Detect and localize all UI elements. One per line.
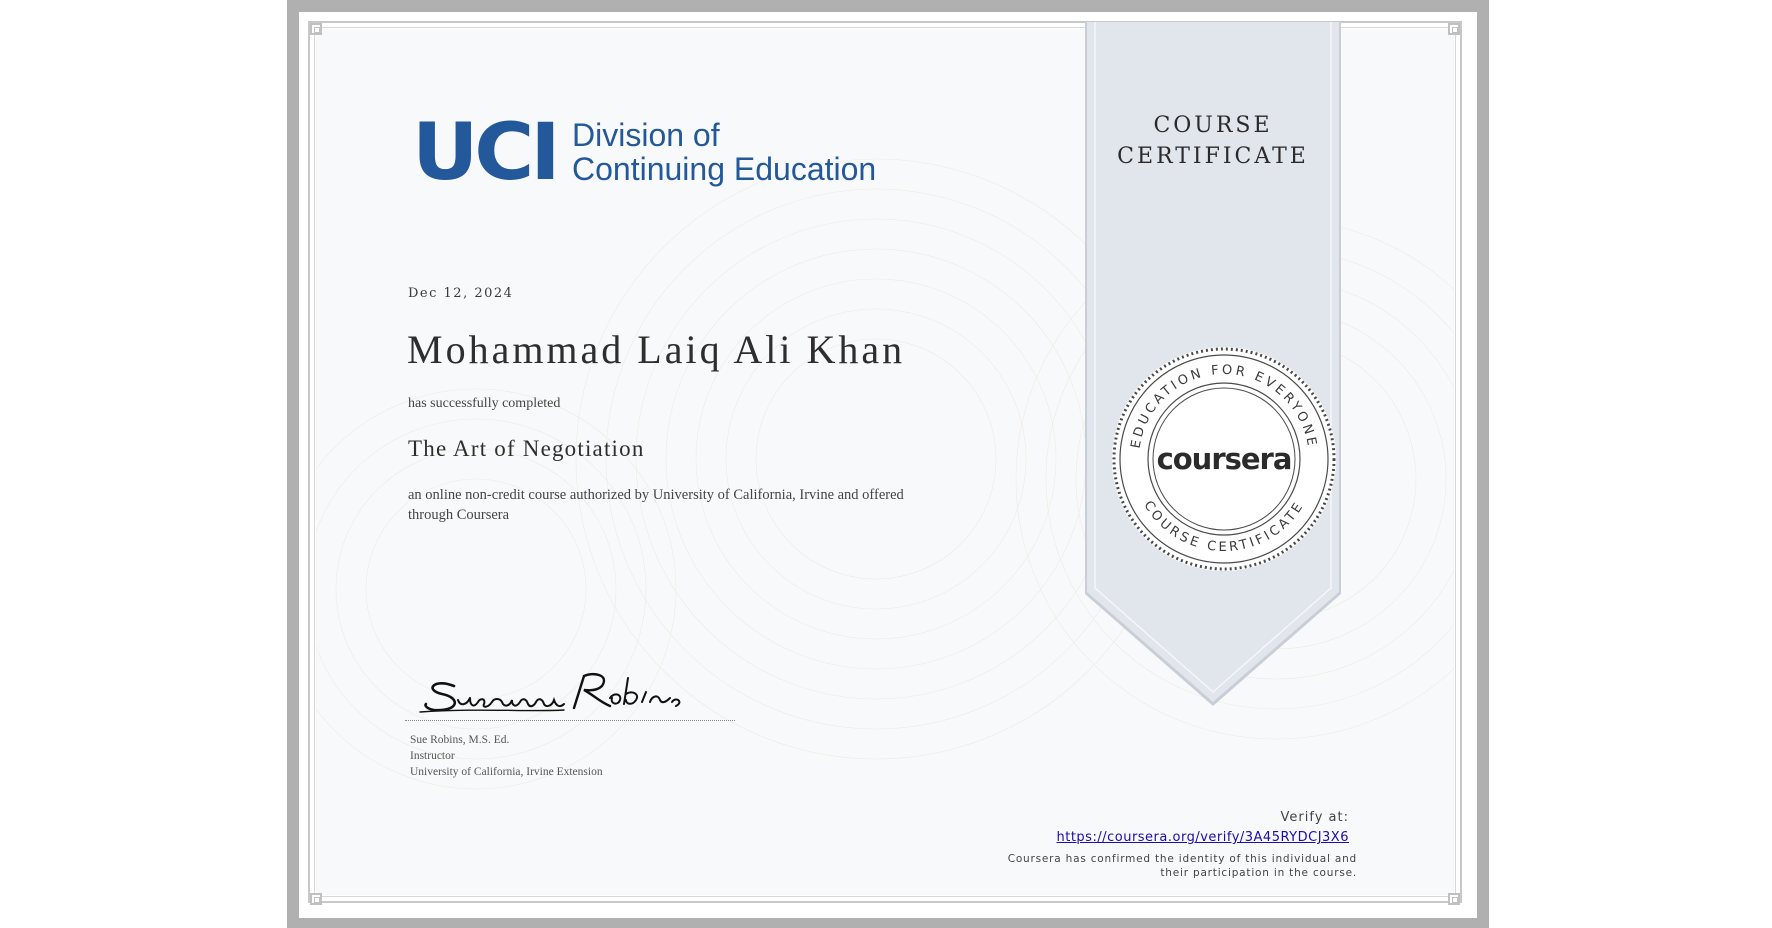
instructor-name: Sue Robins, M.S. Ed. bbox=[410, 734, 510, 746]
verification-note-line2: their participation in the course. bbox=[1160, 867, 1357, 879]
frame-corner-bottom-right bbox=[1448, 893, 1460, 905]
ribbon-title-line1: COURSE bbox=[1153, 113, 1273, 138]
frame-corner-top-right bbox=[1448, 23, 1460, 35]
verification-block bbox=[1008, 810, 1357, 880]
coursera-seal bbox=[1110, 345, 1338, 573]
uci-wordmark: UCI bbox=[412, 108, 557, 198]
seal-top-text: EDUCATION FOR EVERYONE bbox=[1128, 362, 1320, 450]
verify-label: Verify at: bbox=[1280, 810, 1349, 825]
division-line2: Continuing Education bbox=[572, 151, 877, 187]
recipient-name: Mohammad Laiq Ali Khan bbox=[407, 327, 906, 372]
division-line1: Division of bbox=[572, 117, 720, 153]
verification-note bbox=[1008, 852, 1357, 880]
seal-brand: coursera bbox=[1156, 442, 1292, 476]
division-name bbox=[572, 118, 876, 186]
description-line1: an online non-credit course authorized by University of California, Irvine and offered bbox=[408, 487, 904, 503]
verify-link[interactable]: https://coursera.org/verify/3A45RYDCJ3X6 bbox=[1056, 830, 1349, 845]
description-line2: through Coursera bbox=[408, 507, 510, 523]
instructor-info bbox=[410, 732, 603, 780]
instructor-signature bbox=[414, 668, 734, 720]
ribbon-title bbox=[1085, 110, 1341, 172]
ribbon-title-line2: CERTIFICATE bbox=[1117, 144, 1309, 169]
instructor-role: Instructor bbox=[410, 750, 455, 762]
completion-date: Dec 12, 2024 bbox=[408, 286, 514, 301]
frame-corner-top-left bbox=[310, 23, 322, 35]
instructor-institution: University of California, Irvine Extension bbox=[410, 766, 603, 778]
course-description bbox=[408, 485, 948, 525]
seal-bottom-text: COURSE CERTIFICATE bbox=[1140, 498, 1308, 556]
verification-note-line1: Coursera has confirmed the identity of this individual and bbox=[1007, 853, 1357, 865]
signature-line bbox=[405, 720, 735, 721]
completed-text: has successfully completed bbox=[408, 396, 561, 411]
frame-corner-bottom-left bbox=[310, 893, 322, 905]
course-title: The Art of Negotiation bbox=[408, 436, 645, 461]
